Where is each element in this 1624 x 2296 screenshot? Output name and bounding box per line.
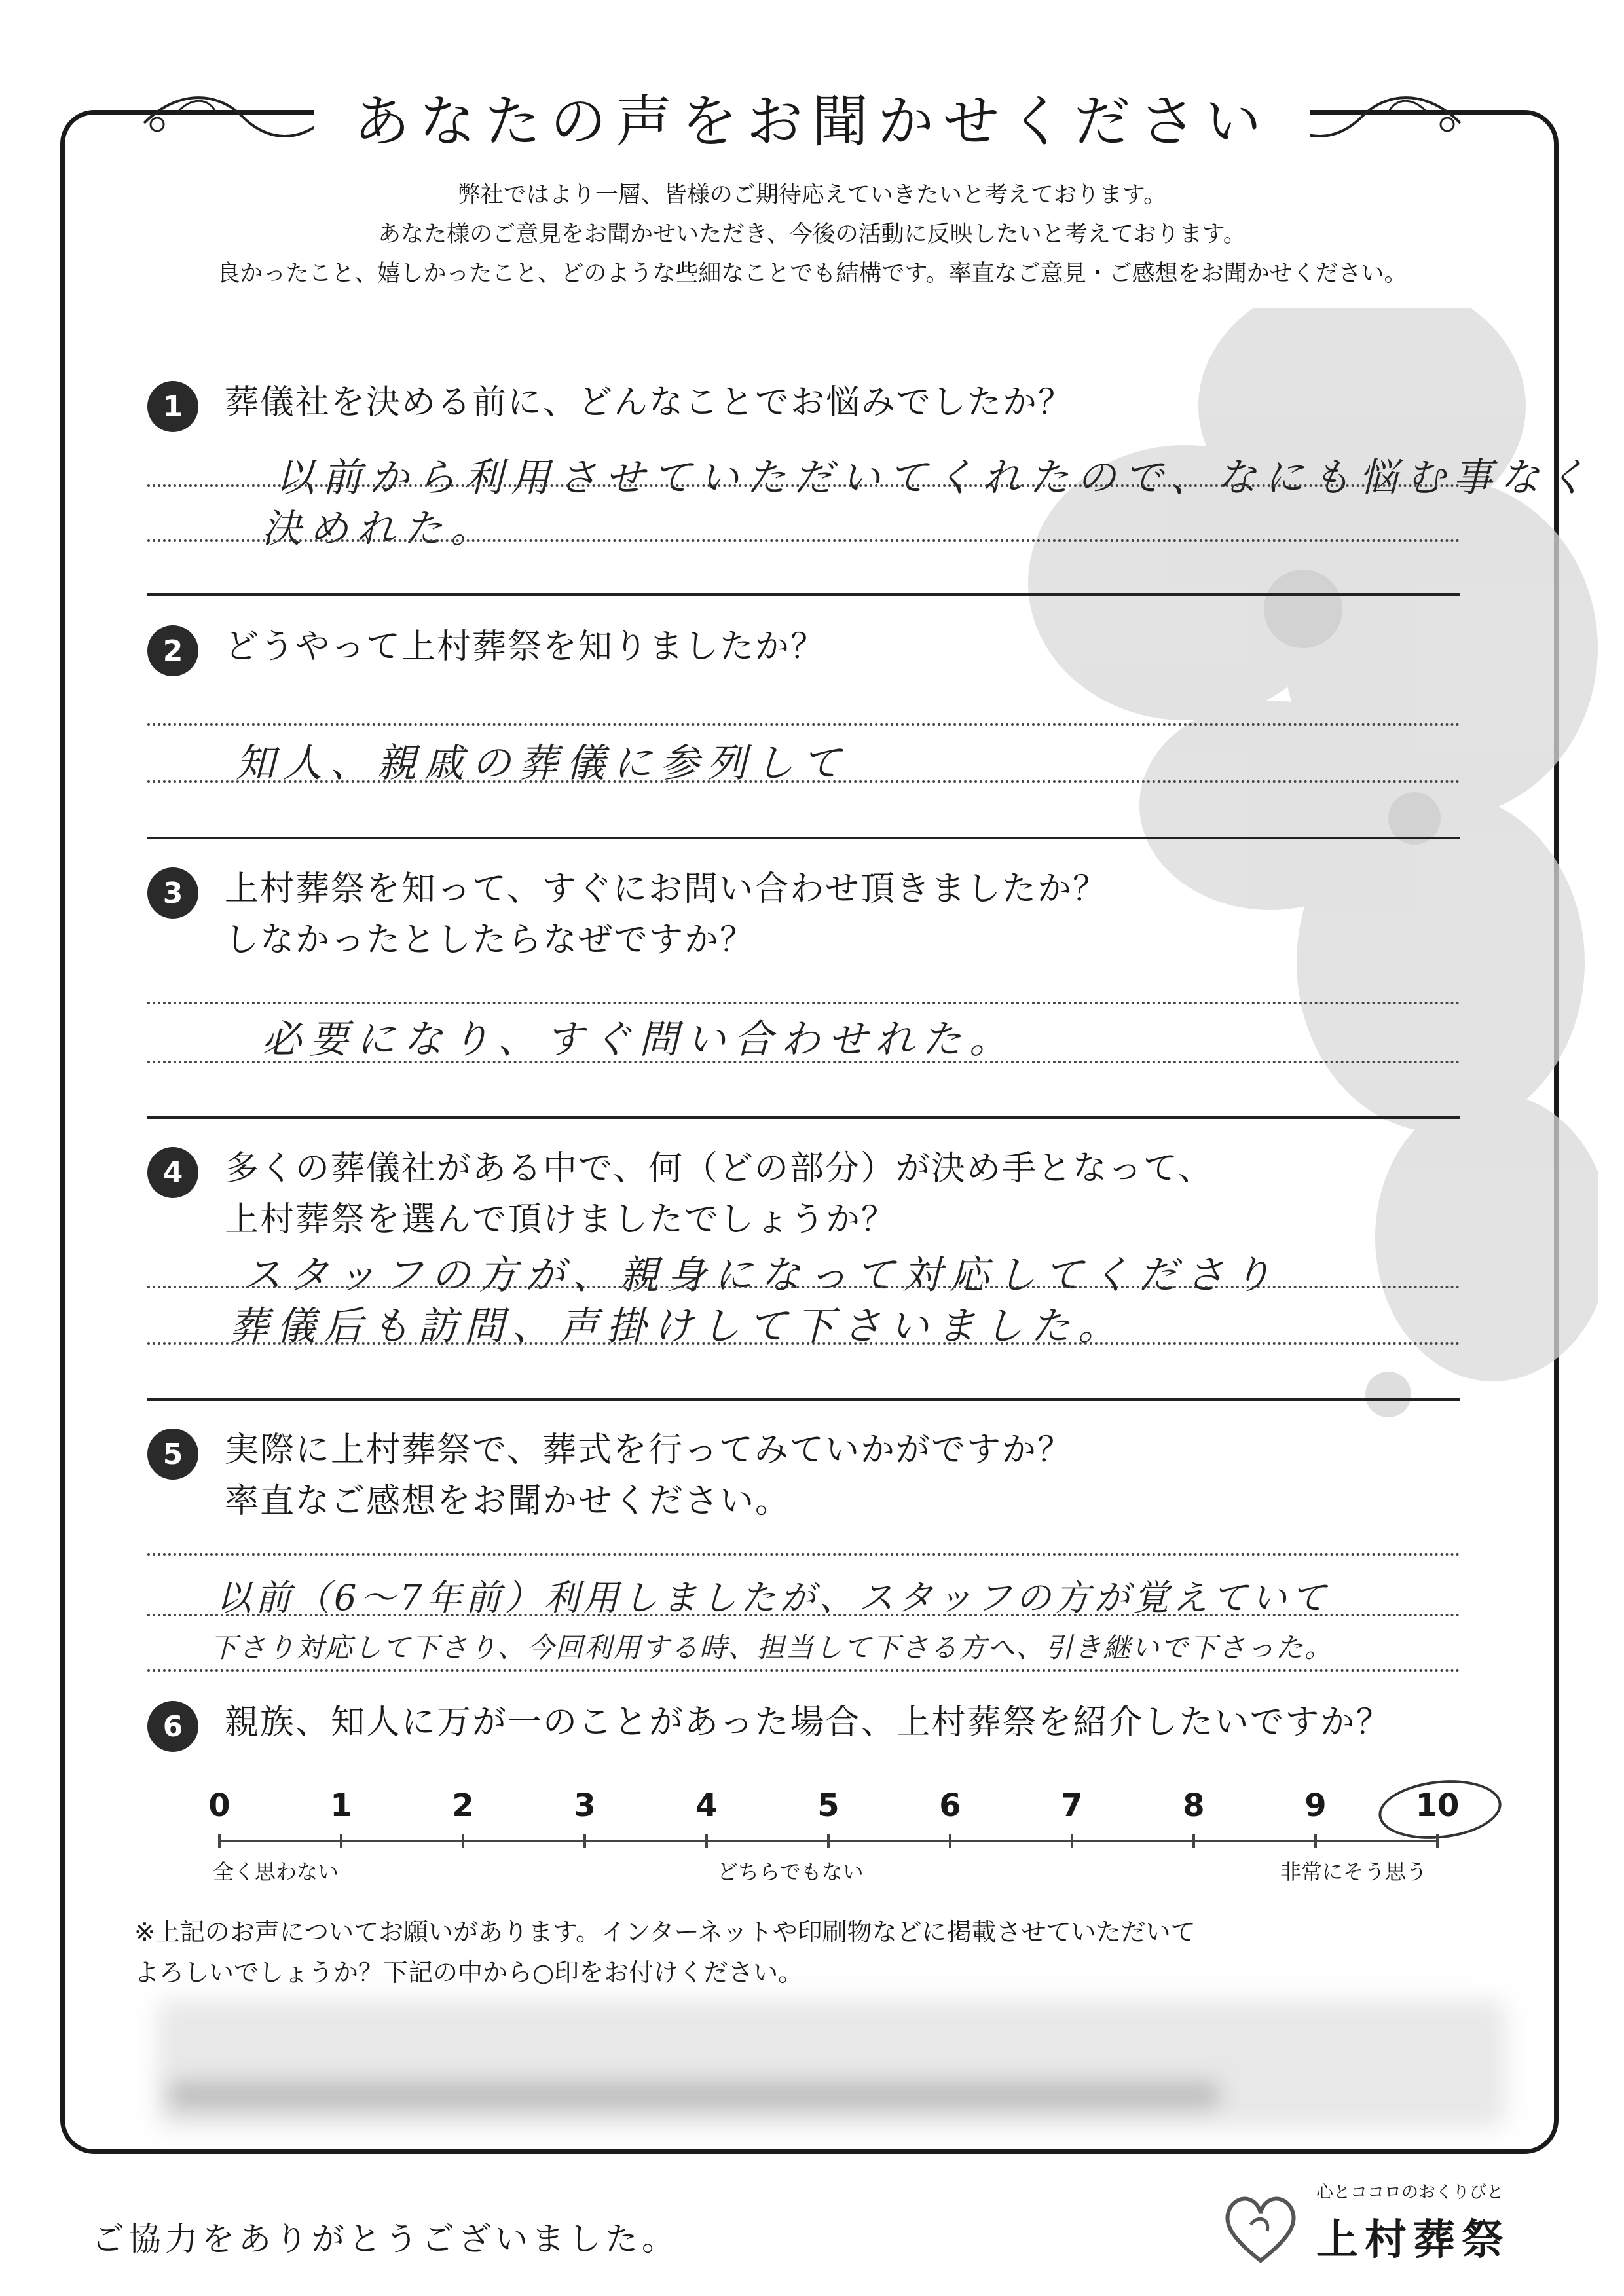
scale-tick xyxy=(1314,1834,1317,1848)
intro-line: 良かったこと、嬉しかったこと、どのような些細なことでも結構です。率直なご意見・ご感想をお聞かせください。 xyxy=(217,261,1407,287)
question-line: 上村葬祭を選んで頂けましたでしょうか？ xyxy=(225,1200,897,1239)
question-text xyxy=(225,1143,1213,1245)
scale-number: 4 xyxy=(695,1787,718,1824)
question-line: 多くの葬儀社がある中で、何（どの部分）が決め手となって、 xyxy=(225,1149,1213,1188)
handwritten-answer: 必要になり、すぐ問い合わせれた。 xyxy=(262,1017,1016,1063)
question-text xyxy=(225,1425,1073,1527)
scale-tick xyxy=(462,1834,464,1848)
rating-scale xyxy=(208,1787,1460,1892)
scale-label-mid: どちらでもない xyxy=(717,1859,864,1884)
redacted-consent-area xyxy=(157,2000,1506,2128)
question-number-badge: 5 xyxy=(147,1429,198,1480)
handwritten-answer: 知人、親戚の葬儀に参列して xyxy=(236,740,849,786)
handwritten-answer: 決めれた。 xyxy=(262,506,498,552)
heart-logo-icon xyxy=(1218,2185,1303,2270)
scale-number: 7 xyxy=(1061,1787,1083,1824)
scale-tick xyxy=(1071,1834,1073,1848)
handwritten-answer: スタッフの方が、親身になって対応してくださり xyxy=(242,1252,1280,1298)
section-divider xyxy=(147,837,1460,839)
answer-line xyxy=(147,1061,1460,1063)
answer-line xyxy=(147,780,1460,783)
logo-company-name: 上村葬祭 xyxy=(1316,2216,1510,2265)
publication-consent-note xyxy=(134,1912,1196,1993)
intro-text xyxy=(118,175,1506,293)
answer-line xyxy=(147,1669,1460,1672)
answer-line xyxy=(147,1002,1460,1004)
scale-number: 2 xyxy=(452,1787,474,1824)
title-banner xyxy=(314,77,1310,156)
question-line: しなかったとしたらなぜですか？ xyxy=(225,920,756,960)
flourish-ornament-left xyxy=(138,77,334,156)
intro-line: あなた様のご意見をお聞かせいただき、今後の活動に反映したいと考えております。 xyxy=(378,221,1246,247)
note-line: ※上記のお声についてお願いがあります。インターネットや印刷物などに掲載させていただいて xyxy=(134,1918,1196,1946)
scale-tick xyxy=(340,1834,342,1848)
question-number-badge: 1 xyxy=(147,381,198,432)
handwritten-answer: 下さり対応して下さり、今回利用する時、担当して下さる方へ、引き継いで下さった。 xyxy=(210,1631,1334,1664)
question-text xyxy=(225,864,1108,966)
scale-number: 9 xyxy=(1304,1787,1327,1824)
question-text: 葬儀社を決める前に、どんなことでお悩みでしたか？ xyxy=(225,383,1074,422)
question-number-badge: 4 xyxy=(147,1147,198,1198)
section-divider xyxy=(147,593,1460,596)
answer-line xyxy=(147,1553,1460,1556)
scale-number: 10 xyxy=(1415,1787,1460,1824)
question-line: 実際に上村葬祭で、葬式を行ってみていかがですか？ xyxy=(225,1430,1073,1470)
question-text: 親族、知人に万が一のことがあった場合、上村葬祭を紹介したいですか？ xyxy=(225,1703,1392,1742)
section-divider xyxy=(147,1116,1460,1119)
handwritten-answer: 以前（6〜7年前）利用しましたが、スタッフの方が覚えていて xyxy=(216,1577,1330,1618)
handwritten-answer: 葬儀后も訪問、声掛けして下さいました。 xyxy=(229,1303,1125,1349)
scale-tick xyxy=(1436,1834,1439,1848)
page-title: あなたの声をお聞かせください xyxy=(354,89,1270,155)
logo-tagline: 心とココロのおくりびと xyxy=(1316,2183,1504,2202)
intro-line: 弊社ではより一層、皆様のご期待応えていきたいと考えております。 xyxy=(457,182,1167,208)
scale-number: 8 xyxy=(1183,1787,1205,1824)
handwritten-answer: 以前から利用させていただいてくれたので、なにも悩む事なく xyxy=(275,455,1595,501)
question-line: 率直なご感想をお聞かせください。 xyxy=(225,1482,791,1521)
section-divider xyxy=(147,1398,1460,1401)
answer-line xyxy=(147,484,1460,487)
question-number-badge: 2 xyxy=(147,625,198,676)
note-line: よろしいでしょうか？下記の中から○印をお付けください。 xyxy=(134,1958,803,1987)
scale-number: 5 xyxy=(817,1787,840,1824)
scale-label-high: 非常にそう思う xyxy=(1280,1859,1428,1884)
question-number-badge: 3 xyxy=(147,867,198,919)
scale-number: 0 xyxy=(208,1787,231,1824)
answer-line xyxy=(147,1614,1460,1616)
question-text: どうやって上村葬祭を知りましたか？ xyxy=(225,627,826,666)
answer-line xyxy=(147,1286,1460,1288)
redacted-consent-area xyxy=(170,2082,1218,2108)
answer-line xyxy=(147,723,1460,726)
scale-label-low: 全く思わない xyxy=(213,1859,339,1884)
scale-number: 6 xyxy=(939,1787,961,1824)
scale-tick xyxy=(1192,1834,1195,1848)
answer-line xyxy=(147,539,1460,542)
question-line: 上村葬祭を知って、すぐにお問い合わせ頂きましたか？ xyxy=(225,869,1108,909)
scale-tick xyxy=(583,1834,586,1848)
company-logo xyxy=(1218,2179,1532,2277)
scale-tick xyxy=(218,1834,221,1848)
scale-tick xyxy=(705,1834,708,1848)
answer-line xyxy=(147,1342,1460,1345)
scale-tick xyxy=(827,1834,830,1848)
scale-number: 1 xyxy=(330,1787,352,1824)
scale-number: 3 xyxy=(574,1787,596,1824)
question-number-badge: 6 xyxy=(147,1701,198,1752)
scale-tick xyxy=(949,1834,951,1848)
thank-you-message: ご協力をありがとうございました。 xyxy=(92,2220,678,2258)
